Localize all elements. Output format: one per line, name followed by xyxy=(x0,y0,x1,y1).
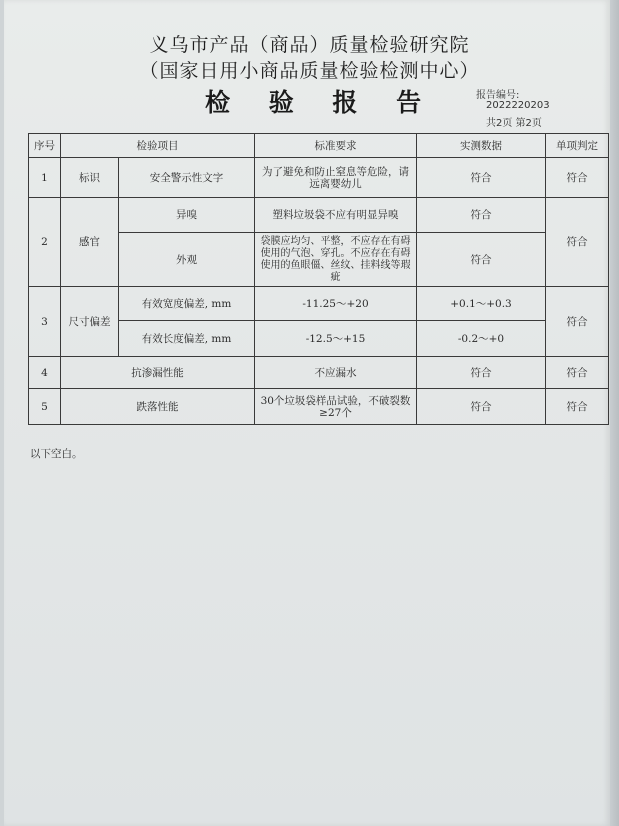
report-number: 2022220203 xyxy=(486,100,550,111)
header-no: 序号 xyxy=(29,134,61,158)
header-judgement: 单项判定 xyxy=(546,134,609,158)
row-item: 有效宽度偏差, mm xyxy=(119,287,255,321)
row-no: 2 xyxy=(29,198,61,287)
row-item: 安全警示性文字 xyxy=(119,158,255,198)
row-item: 有效长度偏差, mm xyxy=(119,321,255,357)
row-measured: 符合 xyxy=(417,389,546,425)
row-no: 4 xyxy=(29,357,61,389)
row-measured: +0.1～+0.3 xyxy=(417,287,546,321)
row-no: 3 xyxy=(29,287,61,357)
row-judgement: 符合 xyxy=(546,198,609,287)
row-category: 标识 xyxy=(61,158,119,198)
blank-below-note: 以下空白。 xyxy=(30,448,83,460)
row-judgement: 符合 xyxy=(546,287,609,357)
row-judgement: 符合 xyxy=(546,158,609,198)
row-measured: -0.2～+0 xyxy=(417,321,546,357)
row-category: 感官 xyxy=(61,198,119,287)
row-no: 1 xyxy=(29,158,61,198)
row-standard: 塑料垃圾袋不应有明显异嗅 xyxy=(255,198,417,233)
row-standard: -12.5～+15 xyxy=(255,321,417,357)
row-standard: 袋膜应均匀、平整，不应存在有碍使用的气泡、穿孔。不应存在有碍使用的鱼眼僵、丝纹、挂料线等瑕疵 xyxy=(255,233,417,287)
table-row xyxy=(29,389,609,425)
report-title: 检 验 报 告 xyxy=(205,88,437,117)
row-standard: 为了避免和防止窒息等危险，请远离婴幼儿 xyxy=(255,158,417,198)
row-measured: 符合 xyxy=(417,357,546,389)
table-row xyxy=(29,287,609,321)
table-row xyxy=(29,198,609,233)
inspection-table xyxy=(28,133,609,425)
institute-name: 义乌市产品（商品）质量检验研究院 xyxy=(149,34,470,56)
row-measured: 符合 xyxy=(417,158,546,198)
center-name: （国家日用小商品质量检验检测中心） xyxy=(139,60,480,82)
table-header-row xyxy=(29,134,609,158)
row-no: 5 xyxy=(29,389,61,425)
page-indicator: 共2页 第2页 xyxy=(486,118,542,129)
row-judgement: 符合 xyxy=(546,389,609,425)
row-item: 异嗅 xyxy=(119,198,255,233)
header-item: 检验项目 xyxy=(61,134,255,158)
header-measured: 实测数据 xyxy=(417,134,546,158)
report-number-label: 报告编号: xyxy=(476,90,520,101)
row-category: 尺寸偏差 xyxy=(61,287,119,357)
row-standard: 不应漏水 xyxy=(255,357,417,389)
paper-edge xyxy=(610,0,619,826)
table-row xyxy=(29,357,609,389)
table-row xyxy=(29,158,609,198)
row-judgement: 符合 xyxy=(546,357,609,389)
row-measured: 符合 xyxy=(417,198,546,233)
row-measured: 符合 xyxy=(417,233,546,287)
row-item: 外观 xyxy=(119,233,255,287)
row-item: 抗渗漏性能 xyxy=(61,357,255,389)
row-standard: 30个垃圾袋样品试验，不破裂数≥27个 xyxy=(255,389,417,425)
row-item: 跌落性能 xyxy=(61,389,255,425)
header-standard: 标准要求 xyxy=(255,134,417,158)
row-standard: -11.25～+20 xyxy=(255,287,417,321)
